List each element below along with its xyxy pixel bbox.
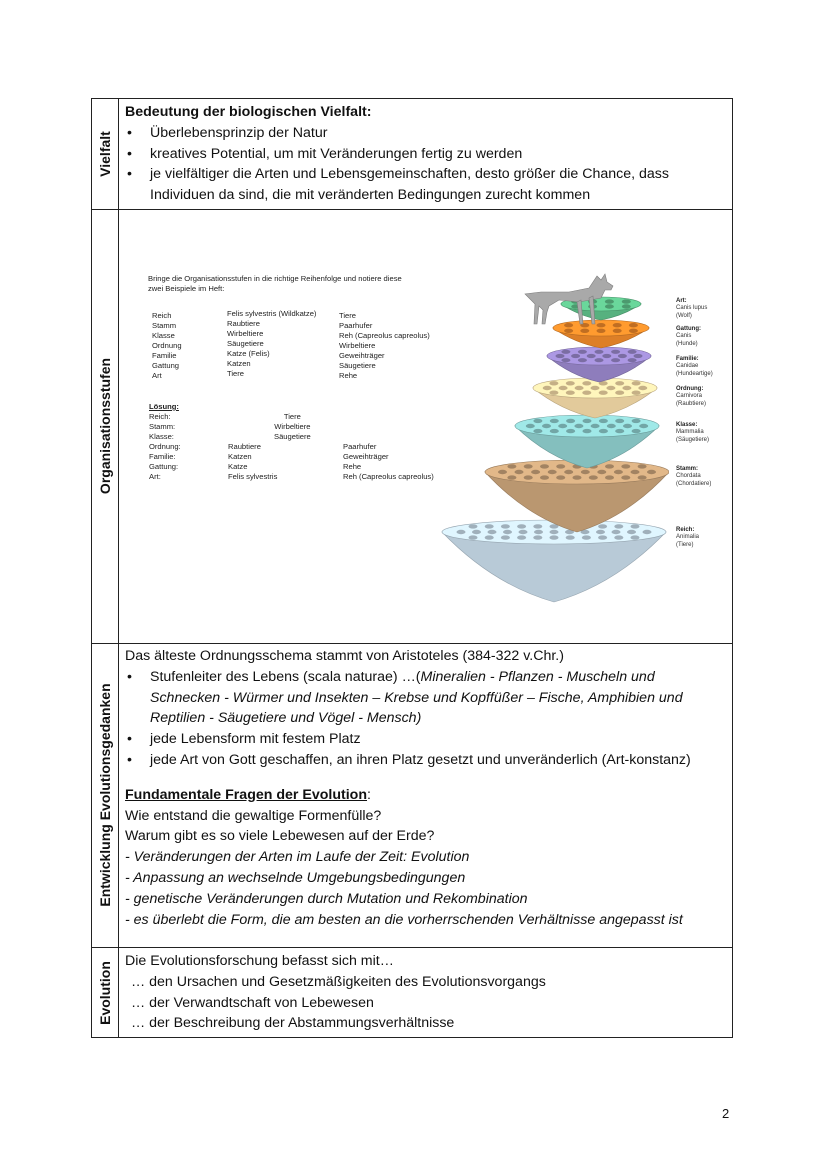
list-item: Klasse: [149, 431, 174, 441]
list-item: Katzen [227, 358, 251, 368]
side-label-cell [92, 209, 119, 643]
list-item: Katze (Felis) [227, 348, 270, 358]
list-item: Rehe [339, 370, 358, 380]
katze-column [227, 309, 316, 379]
list-item: Klasse [152, 330, 175, 340]
page-number: 2 [722, 1106, 730, 1121]
entwicklung-intro: Das älteste Ordnungsschema stammt von Aristoteles (384-322 v.Chr.) [125, 647, 564, 664]
list-item: Raubtiere [228, 441, 261, 451]
taxon-label-ordnung: Ordnung: Carnivora (Raubtiere) [676, 385, 707, 407]
taxon-label-reich: Reich: Animalia (Tiere) [676, 526, 700, 548]
list-item: • jede Lebensform mit festem Platz [125, 729, 726, 750]
row-label-organisationsstufen: Organisationsstufen [97, 358, 113, 495]
content-cell [119, 947, 733, 1037]
list-item: Art [152, 370, 162, 380]
reh-column [339, 311, 439, 381]
row-entwicklung [92, 643, 733, 947]
list-item: Geweihträger [343, 451, 389, 461]
list-item: Raubtiere [227, 318, 260, 328]
side-label-cell [92, 99, 119, 210]
answer-line: - Veränderungen der Arten im Laufe der Zeit: Evolution [125, 849, 470, 866]
list-item: Stamm: [149, 421, 176, 431]
taxonomy-pyramid [429, 240, 669, 610]
list-item: Säugetiere [274, 431, 311, 441]
list-item: Art: [149, 471, 161, 481]
pyramid-layer-klasse [515, 415, 659, 468]
taxon-label-gattung: Gattung: Canis (Hunde) [676, 325, 701, 347]
content-cell [119, 209, 733, 643]
list-item: Wirbeltiere [274, 421, 311, 431]
list-item: • jede Art von Gott geschaffen, an ihren Platz gesetzt und unveränderlich (Art-konstanz) [125, 750, 726, 771]
list-item: Säugetiere [339, 360, 376, 370]
list-item: Wirbeltiere [227, 328, 264, 338]
entwicklung-list [125, 667, 726, 771]
taxon-label-familie: Familie: Canidae (Hundeartige) [676, 355, 713, 377]
frage-1: Wie entstand die gewaltige Formenfülle? [125, 807, 382, 824]
stufen-column [152, 311, 182, 381]
list-item: Familie: [149, 451, 176, 461]
loesung-shared-column [274, 412, 311, 442]
organisation-figure [119, 210, 732, 642]
list-item: Felis sylvestris (Wildkatze) [227, 308, 317, 318]
side-label-cell [92, 947, 119, 1037]
taxon-label-klasse: Klasse: Mammalia (Säugetiere) [676, 421, 710, 443]
answer-line: - Anpassung an wechselnde Umgebungsbedingungen [125, 869, 466, 886]
list-item: Reh (Capreolus capreolus) [339, 330, 430, 340]
loesung-title: Lösung: [149, 401, 179, 411]
list-item: Reich [152, 310, 172, 320]
list-item: Reh (Capreolus capreolus) [343, 471, 434, 481]
list-item: Ordnung [152, 340, 182, 350]
pyramid-layer-familie [547, 347, 651, 382]
list-item: Tiere [227, 368, 245, 378]
list-item: Geweihträger [339, 350, 385, 360]
pyramid-layer-gattung [553, 320, 649, 348]
row-organisationsstufen [92, 209, 733, 643]
row-label-entwicklung: Entwicklung Evolutionsgedanken [97, 683, 113, 908]
row-vielfalt [92, 99, 733, 210]
list-item: Ordnung: [149, 441, 181, 451]
answer-line: - genetische Veränderungen durch Mutation und Rekombination [125, 890, 528, 907]
taxon-label-stamm: Stamm: Chordata (Chordatiere) [676, 465, 712, 487]
loesung-column [149, 402, 181, 482]
content-cell [119, 643, 733, 947]
list-item: Paarhufer [339, 320, 373, 330]
evolution-intro: Die Evolutionsforschung befasst sich mit… [125, 952, 394, 969]
pyramid-layer-reich [442, 520, 666, 602]
task-line: zwei Beispiele im Heft: [148, 283, 225, 293]
row-label-vielfalt: Vielfalt [97, 131, 113, 177]
answer-line: - es überlebt die Form, die am besten an die vorherrschenden Verhältnisse angepasst ist [125, 911, 683, 928]
list-item: Familie [152, 350, 177, 360]
list-item: Wirbeltiere [339, 340, 376, 350]
list-item: Paarhufer [343, 441, 377, 451]
list-item: … der Beschreibung der Abstammungsverhältnisse [131, 1015, 455, 1032]
taxon-label-art: Art: Canis lupus (Wolf) [676, 297, 708, 319]
list-item: Katzen [228, 451, 252, 461]
list-item: Katze [228, 461, 248, 471]
list-item: Tiere [283, 411, 301, 421]
vielfalt-heading: Bedeutung der biologischen Vielfalt: [125, 104, 372, 120]
list-item: Säugetiere [227, 338, 264, 348]
content-table [91, 98, 733, 1038]
list-item: … der Verwandtschaft von Lebewesen [131, 994, 374, 1011]
task-line: Bringe die Organisationsstufen in die richtige Reihenfolge und notiere diese [148, 273, 402, 283]
content-cell [119, 99, 733, 210]
list-item: Reich: [149, 411, 171, 421]
row-evolution [92, 947, 733, 1037]
list-item: Rehe [343, 461, 362, 471]
list-item: Tiere [339, 310, 357, 320]
vielfalt-list [125, 123, 726, 206]
list-item: • je vielfältiger die Arten und Lebensgemeinschaften, desto größer die Chance, dass Individuen da sind, die mit veränderten Bedingungen zurecht kommen [125, 164, 726, 206]
list-item: … den Ursachen und Gesetzmäßigkeiten des Evolutionsvorgangs [131, 973, 546, 990]
side-label-cell [92, 643, 119, 947]
row-label-evolution: Evolution [97, 960, 113, 1025]
list-item: Gattung [152, 360, 180, 370]
list-item: Felis sylvestris [228, 471, 278, 481]
list-item: • kreatives Potential, um mit Veränderungen fertig zu werden [125, 144, 726, 165]
list-item: • Überlebensprinzip der Natur [125, 123, 726, 144]
pyramid-layer-ordnung [533, 378, 657, 418]
fragen-heading: Fundamentale Fragen der Evolution: [125, 786, 371, 803]
list-item: Stamm [152, 320, 177, 330]
loesung-reh-column [343, 442, 439, 482]
list-item: • Stufenleiter des Lebens (scala naturae) …(Mineralien - Pflanzen - Muscheln und Schnecken - Würmer und Insekten – Krebse und Kopffüßer – Fische, Amphibien und Reptilien - Säugetiere und Vögel - Mensch) [125, 667, 726, 729]
loesung-katze-column [228, 442, 277, 482]
list-item: Gattung: [149, 461, 179, 471]
frage-2: Warum gibt es so viele Lebewesen auf der Erde? [125, 828, 435, 845]
